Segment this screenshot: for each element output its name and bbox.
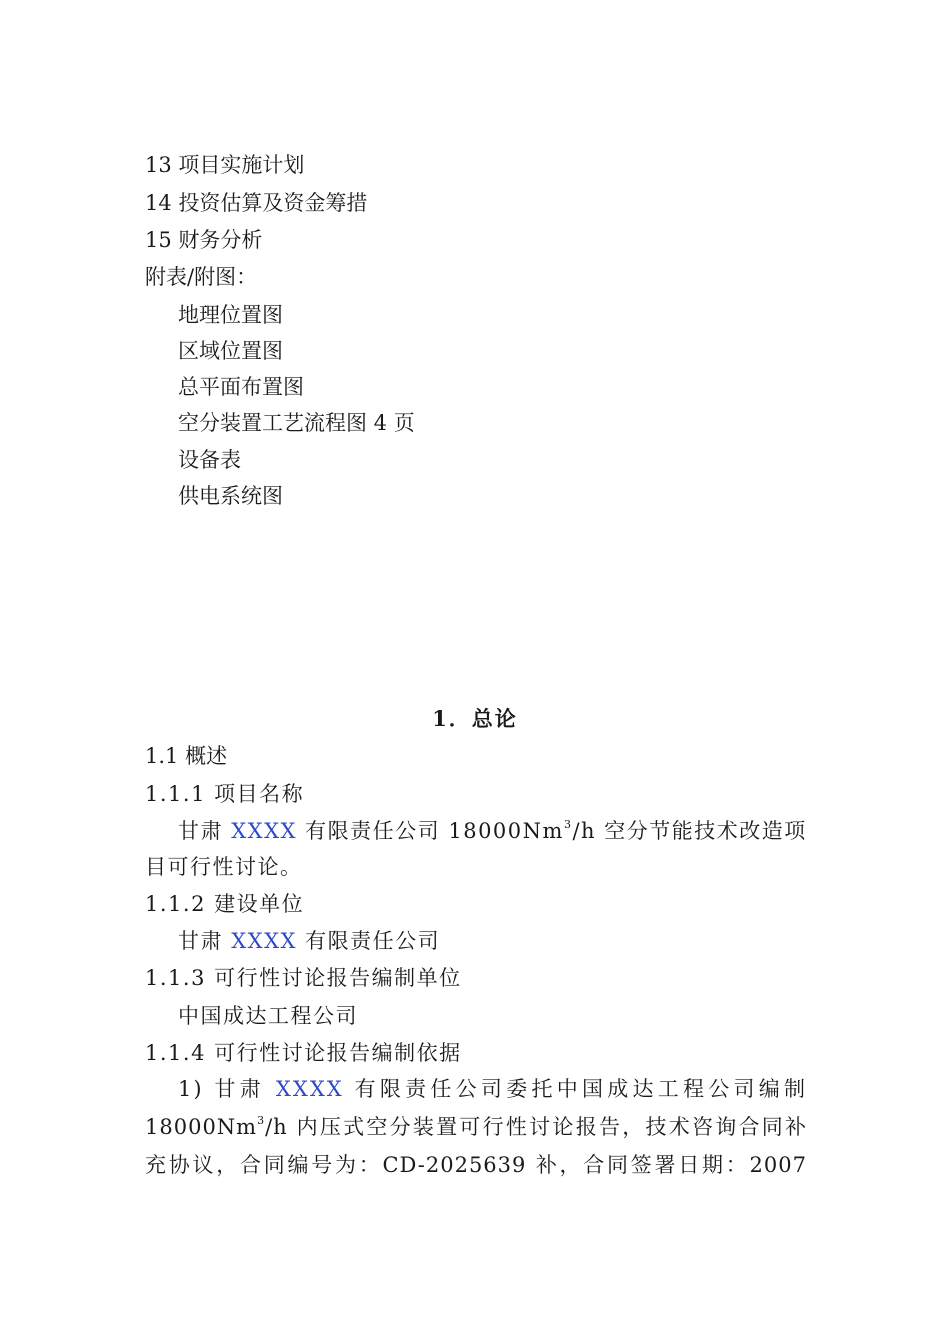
section-heading-1-1-1: 1.1.1 项目名称 xyxy=(145,782,305,806)
basis-line-1 xyxy=(178,1075,807,1103)
text-segment: 18000Nm xyxy=(145,1115,258,1139)
placeholder-company-name: XXXX xyxy=(231,929,297,953)
text-segment: 甘肃 xyxy=(178,819,232,843)
builder-line xyxy=(178,927,440,955)
compiler-line: 中国成达工程公司 xyxy=(178,1004,358,1028)
section-heading-1-1: 1.1 概述 xyxy=(145,744,228,768)
appendix-item: 供电系统图 xyxy=(178,484,283,508)
toc-item-14: 14 投资估算及资金筹措 xyxy=(145,191,368,215)
section-heading-1-1-4: 1.1.4 可行性讨论报告编制依据 xyxy=(145,1041,462,1065)
text-segment: /h 内压式空分装置可行性讨论报告，技术咨询合同补 xyxy=(265,1115,807,1139)
project-name-line-1 xyxy=(178,817,807,845)
chapter-title: 1．总论 xyxy=(432,706,518,731)
appendix-item: 地理位置图 xyxy=(178,303,283,327)
project-name-line-2: 目可行性讨论。 xyxy=(145,855,303,879)
text-segment: 有限责任公司委托中国成达工程公司编制 xyxy=(343,1077,807,1101)
basis-line-3: 充协议，合同编号为：CD-2025639 补，合同签署日期：2007 xyxy=(145,1153,807,1177)
appendix-item: 设备表 xyxy=(178,448,241,472)
superscript: 3 xyxy=(257,1114,266,1127)
toc-item-13: 13 项目实施计划 xyxy=(145,153,305,177)
appendix-item: 空分装置工艺流程图 4 页 xyxy=(178,411,415,435)
text-segment: 有限责任公司 18000Nm xyxy=(297,819,564,843)
appendix-title: 附表/附图： xyxy=(145,265,258,289)
appendix-item: 区域位置图 xyxy=(178,339,283,363)
basis-line-2 xyxy=(145,1113,807,1141)
text-segment: 甘肃 xyxy=(178,929,232,953)
appendix-item: 总平面布置图 xyxy=(178,375,304,399)
section-heading-1-1-3: 1.1.3 可行性讨论报告编制单位 xyxy=(145,966,462,990)
superscript: 3 xyxy=(563,818,573,831)
placeholder-company-name: XXXX xyxy=(275,1077,344,1101)
text-segment: 有限责任公司 xyxy=(297,929,441,953)
placeholder-company-name: XXXX xyxy=(231,819,297,843)
section-heading-1-1-2: 1.1.2 建设单位 xyxy=(145,892,305,916)
toc-item-15: 15 财务分析 xyxy=(145,228,263,252)
text-segment: 1) 甘肃 xyxy=(178,1077,276,1101)
text-segment: /h 空分节能技术改造项 xyxy=(572,819,807,843)
